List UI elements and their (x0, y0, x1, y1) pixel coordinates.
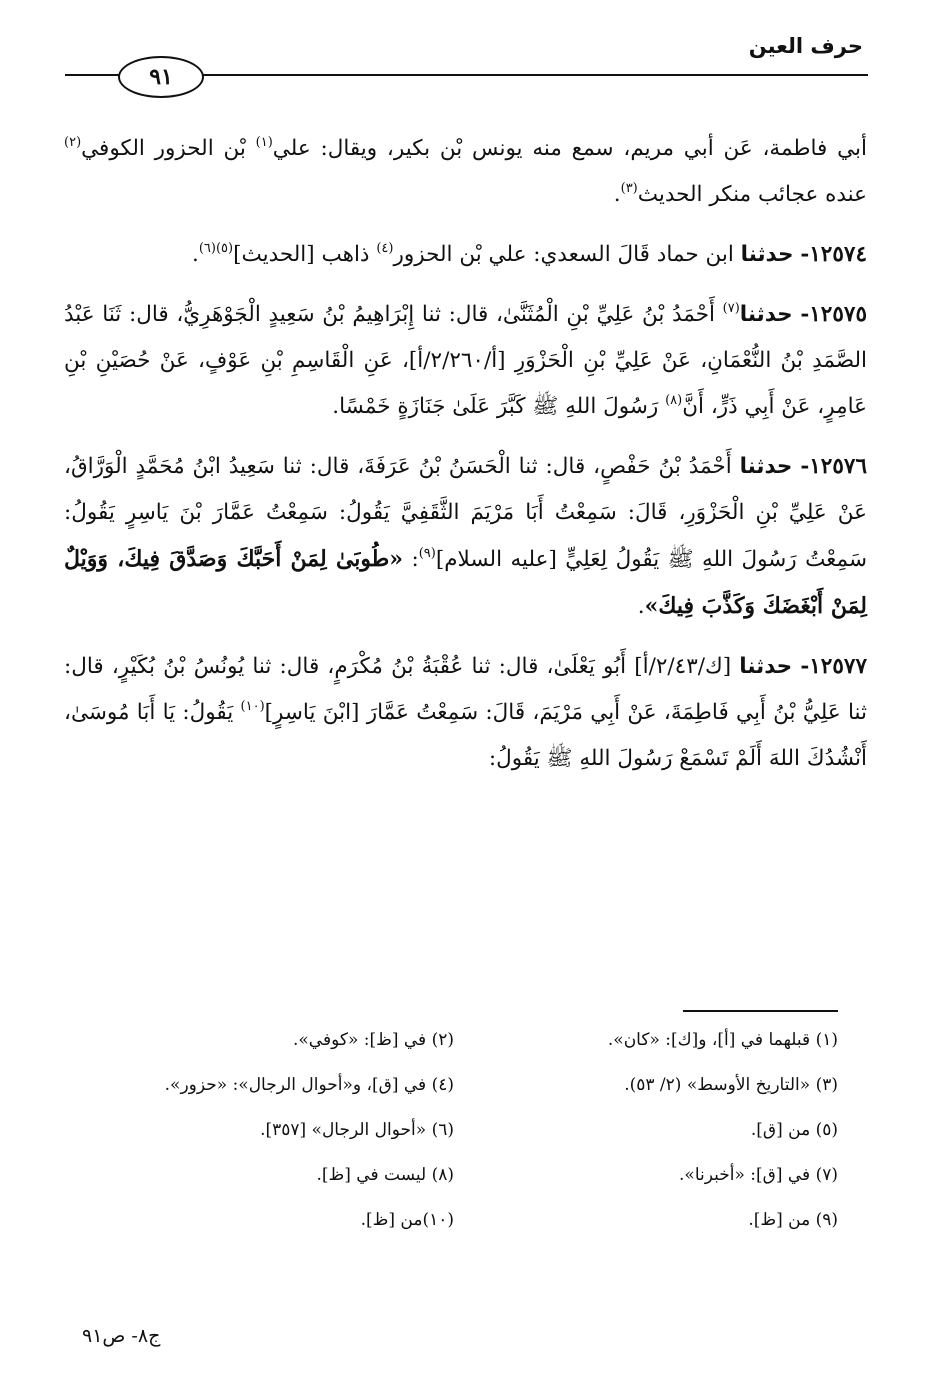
chapter-title: حرف العين (748, 34, 863, 58)
footnote-5: (٥) من [ق]. (750, 1120, 838, 1140)
footnote-10: (١٠)من [ظ]. (360, 1210, 454, 1230)
footnote-7: (٧) في [ق]: «أخبرنا». (679, 1165, 838, 1185)
hadith-12574: ١٢٥٧٤- حدثنا ابن حماد قَالَ السعدي: علي بْن الحزور$^{(٤)}$ ذاهب [الحديث]$^{(٥)(٦)}$. (191, 241, 867, 267)
footnote-9: (٩) من [ظ]. (748, 1210, 838, 1230)
hadith-number: ١٢٥٧٦- (800, 454, 867, 479)
hadith-number: ١٢٥٧٤- (800, 242, 867, 267)
volume-page-footer: ج٨- ص٩١ (82, 1325, 161, 1347)
hadith-lead: حدثنا (739, 654, 793, 679)
hadith-lead: حدثنا (740, 242, 794, 267)
hadith-12576: ١٢٥٧٦- حدثنا أَحْمَدُ بْنُ حَفْصٍ، قال: ثنا الْحَسَنُ بْنُ عَرَفَةَ، قال: ثنا سَعِيدُ ابْنُ مُحَمَّدٍ الْوَرَّاقُ، عَنْ عَلِيِّ بْنِ الْحَزْوَرِ، قَالَ: سَمِعْتُ أَبَا مَرْيَمَ الثَّقَفِيَّ يَقُولُ: سَمِعْتُ عَمَّارَ بْنَ يَاسِرٍ يَقُولُ: سَمِعْتُ رَسُولَ اللهِ ﷺ يَقُولُ لِعَلِيٍّ [عليه السلام]$^{(٩)}$: «طُوبَىٰ لِمَنْ أَحَبَّكَ وَصَدَّقَ فِيكَ، وَوَيْلٌ لِمَنْ أَبْغَضَكَ وَكَذَّبَ فِيكَ». (64, 454, 867, 619)
hadith-quote: «طُوبَىٰ لِمَنْ أَحَبَّكَ وَصَدَّقَ فِيكَ، وَوَيْلٌ لِمَنْ أَبْغَضَكَ وَكَذَّبَ فِيكَ» (64, 546, 867, 619)
footnote-divider (683, 1010, 838, 1012)
hadith-number: ١٢٥٧٧- (800, 654, 867, 679)
hadith-number: ١٢٥٧٥- (800, 302, 867, 327)
footnote-4: (٤) في [ق]، و«أحوال الرجال»: «حزور». (164, 1075, 454, 1095)
footnote-2: (٢) في [ظ]: «كوفي». (292, 1030, 454, 1050)
footnotes (110, 1024, 838, 1249)
paragraph-1: أبي فاطمة، عَن أبي مريم، سمع منه يونس بْن بكير، ويقال: علي$^{(١)}$ بْن الحزور الكوفي$^{(٢)}$ عنده عجائب منكر الحديث$^{(٣)}$. (64, 135, 868, 207)
hadith-12575: ١٢٥٧٥- حدثنا$^{(٧)}$ أَحْمَدُ بْنُ عَلِيِّ بْنِ الْمُثَنَّىٰ، قال: ثنا إِبْرَاهِيمُ بْنُ سَعِيدٍ الْجَوْهَرِيُّ، قال: ثَنَا عَبْدُ الصَّمَدِ بْنُ النُّعْمَانِ، عَنْ عَلِيِّ بْنِ الْحَزْوَرِ [أ/٢/٢٦٠/أ]، عَنِ الْقَاسِمِ بْنِ عَوْفٍ، عَنْ حُصَيْنِ بْنِ عَامِرٍ، عَنْ أَبِي ذَرٍّ، أَنَّ$^{(٨)}$ رَسُولَ اللهِ ﷺ كَبَّرَ عَلَىٰ جَنَازَةٍ خَمْسًا. (64, 301, 868, 419)
main-text (64, 126, 867, 796)
hadith-lead: حدثنا (739, 302, 793, 327)
hadith-12577: ١٢٥٧٧- حدثنا [ك/٢/٤٣/أ] أَبُو يَعْلَىٰ، قال: ثنا عُقْبَةُ بْنُ مُكْرَمٍ، قال: ثنا يُونُسُ بْنُ بُكَيْرٍ، قال: ثنا عَلِيُّ بْنُ أَبِي فَاطِمَةَ، عَنْ أَبِي مَرْيَمَ، قَالَ: سَمِعْتُ عَمَّارَ [ابْنَ يَاسِرٍ]$^{(١٠)}$ يَقُولُ: يَا أَبَا مُوسَىٰ، أَنْشُدُكَ اللهَ أَلَمْ تَسْمَعْ رَسُولَ اللهِ ﷺ يَقُولُ: (64, 654, 867, 771)
footnote-1: (١) قبلهما في [أ]، و[ك]: «كان». (607, 1030, 838, 1050)
footnote-8: (٨) ليست في [ظ]. (316, 1165, 454, 1185)
hadith-lead: حدثنا (739, 454, 793, 479)
page-number-badge: ٩١ (118, 56, 204, 98)
footnote-3: (٣) «التاريخ الأوسط» (٢/ ٥٣). (624, 1075, 838, 1095)
footnote-6: (٦) «أحوال الرجال» [٣٥٧]. (260, 1120, 454, 1140)
